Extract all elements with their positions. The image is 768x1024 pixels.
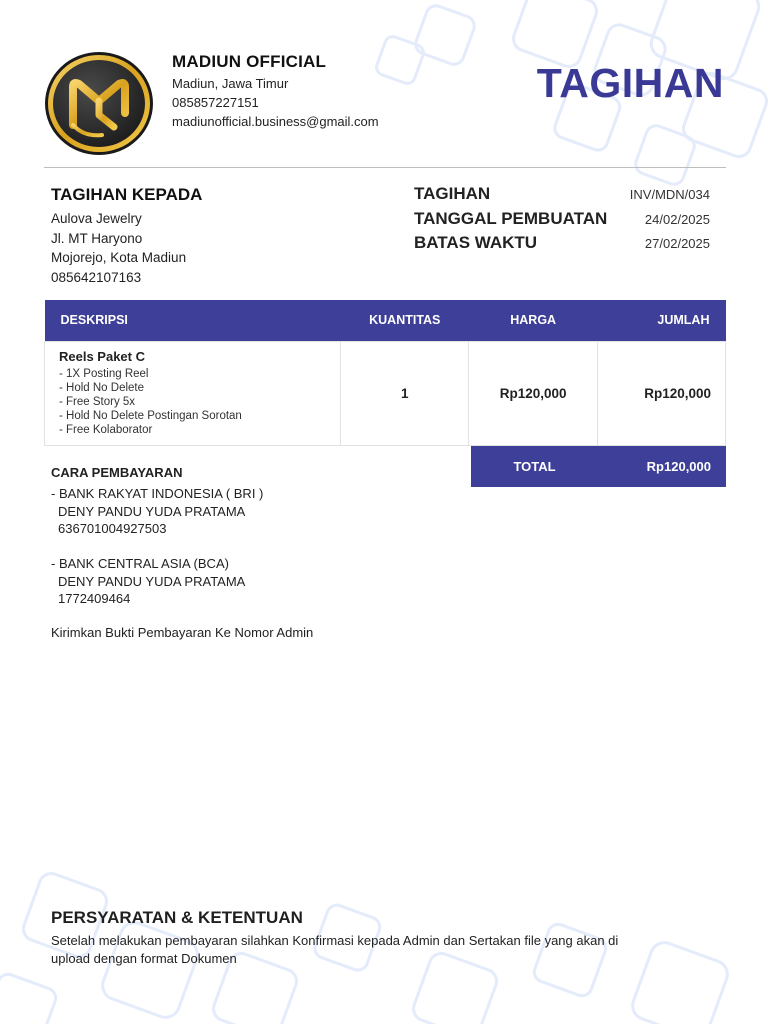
header-quantity: KUANTITAS [341,300,469,341]
item-detail: - Free Kolaborator [59,423,153,436]
bill-to-city: Mojorejo, Kota Madiun [51,250,187,265]
bank-account-bri: 636701004927503 [58,521,167,536]
payment-title: CARA PEMBAYARAN [51,465,183,480]
meta-label: TANGGAL PEMBUATAN [414,208,608,228]
bill-to-phone: 085642107163 [51,269,142,285]
company-email: madiunofficial.business@gmail.com [172,114,379,129]
table-header-row [45,300,726,341]
payment-section [51,465,451,640]
meta-row-due-date [414,233,710,258]
invoice-meta [414,184,710,258]
terms-line: Setelah melakukan pembayaran silahkan Konfirmasi kepada Admin dan Sertakan file yang akan di [51,933,619,948]
invoice-number: INV/MDN/034 [629,187,710,202]
item-detail: - Hold No Delete Postingan Sorotan [59,409,242,422]
bill-to-section [51,185,202,287]
company-phone: 085857227151 [172,95,259,110]
document-title: TAGIHAN [536,60,724,106]
item-detail: - Hold No Delete [59,381,145,394]
header-description: DESKRIPSI [45,300,341,341]
item-amount: Rp120,000 [598,341,726,445]
terms-section [51,908,691,968]
item-description-cell [45,341,341,445]
terms-line: upload dengan format Dokumen [51,951,237,966]
meta-label: TAGIHAN [414,184,491,203]
total-bar [471,446,726,487]
header-price: HARGA [469,300,598,341]
item-name: Reels Paket C [59,348,145,364]
terms-title: PERSYARATAN & KETENTUAN [51,908,303,927]
bill-to-street: Jl. MT Haryono [51,230,143,246]
bank-name-bca: - BANK CENTRAL ASIA (BCA) [51,556,229,571]
header-amount: JUMLAH [598,300,726,341]
meta-label: BATAS WAKTU [414,233,538,252]
company-name: MADIUN OFFICIAL [172,52,327,71]
company-info [172,52,379,129]
total-value: Rp120,000 [646,459,711,474]
item-detail: - 1X Posting Reel [59,367,149,380]
bank-name-bri: - BANK RAKYAT INDONESIA ( BRI ) [51,486,264,501]
issue-date: 24/02/2025 [644,211,710,227]
table-row [45,341,726,445]
madiun-logo-icon [44,51,154,156]
items-table [44,300,726,446]
item-price: Rp120,000 [469,341,598,445]
company-address: Madiun, Jawa Timur [172,76,289,91]
item-detail: - Free Story 5x [59,395,136,408]
item-quantity: 1 [341,341,469,445]
bank-holder-bri: DENY PANDU YUDA PRATAMA [58,503,246,519]
meta-row-issue-date [414,209,710,234]
header-divider [44,167,726,168]
total-label: TOTAL [513,459,556,474]
bill-to-name: Aulova Jewelry [51,211,142,226]
due-date: 27/02/2025 [644,236,710,251]
spacer [51,538,451,556]
payment-note: Kirimkan Bukti Pembayaran Ke Nomor Admin [51,624,314,640]
meta-row-invoice-number [414,184,710,209]
bill-to-title: TAGIHAN KEPADA [51,185,203,204]
bank-account-bca: 1772409464 [58,591,131,606]
bank-holder-bca: DENY PANDU YUDA PRATAMA [58,573,246,589]
